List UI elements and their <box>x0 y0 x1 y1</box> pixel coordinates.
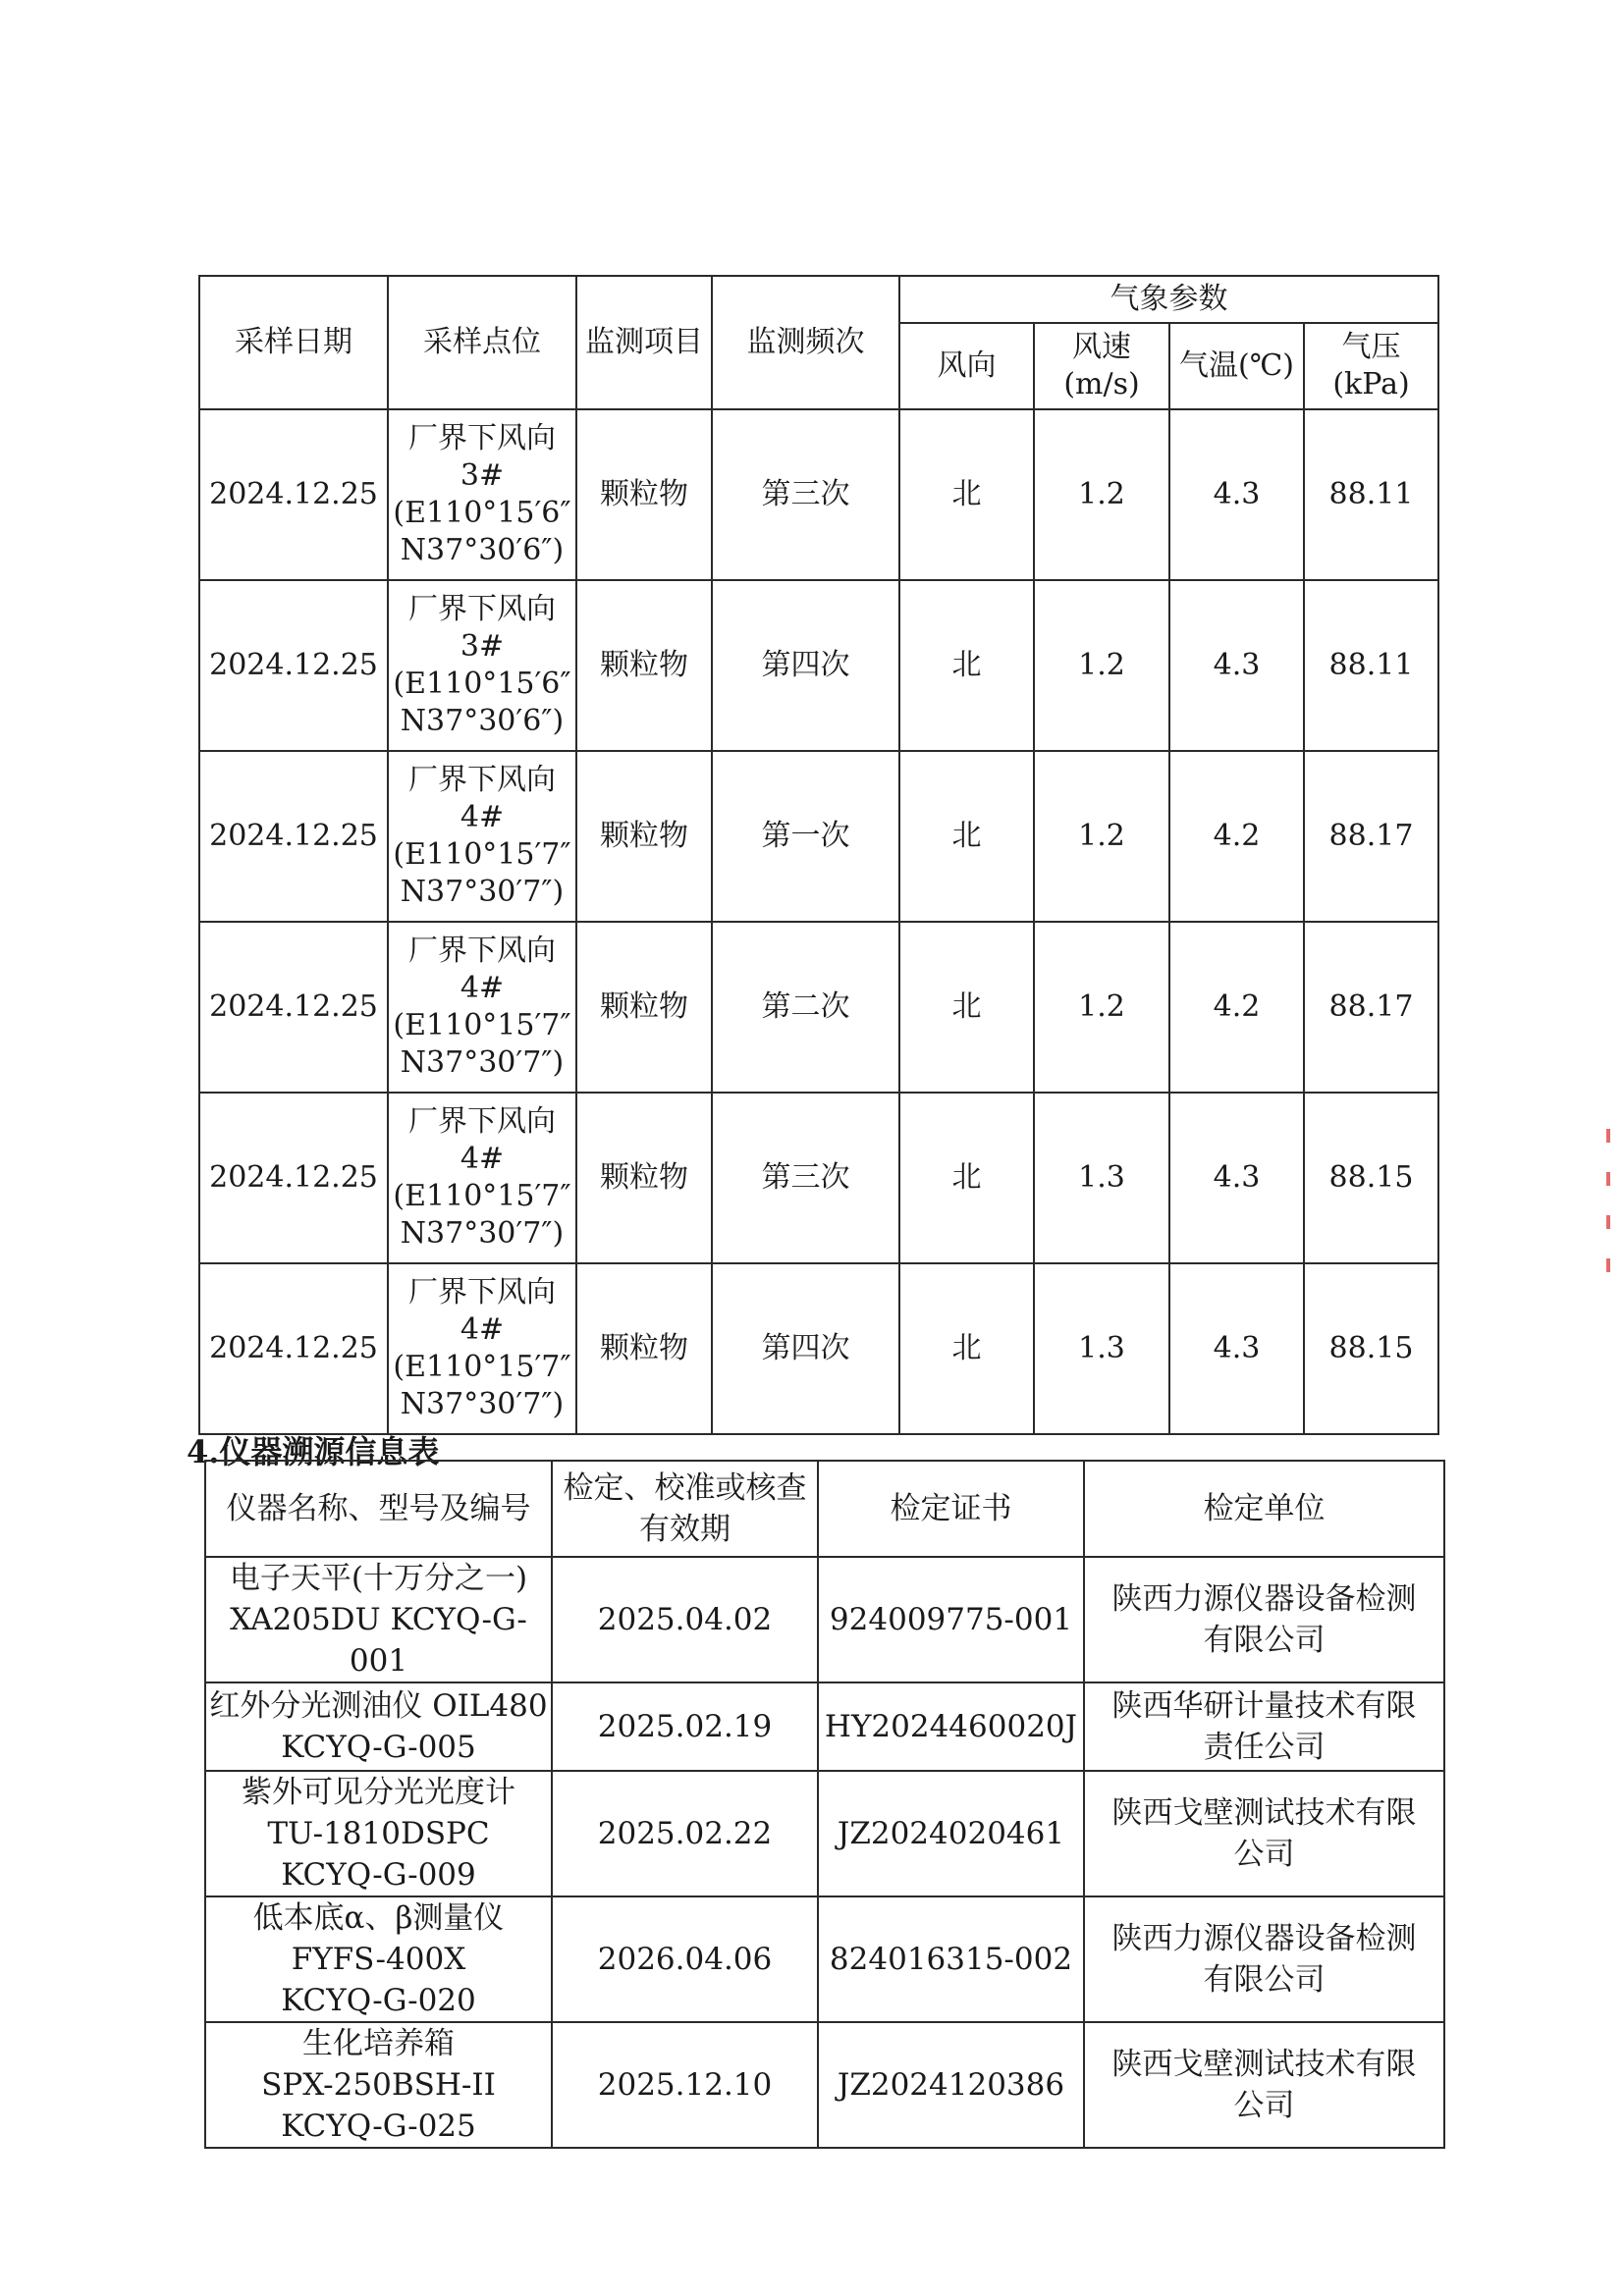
sampling-date-cell: 2024.12.25 <box>199 922 388 1093</box>
wind-direction-cell: 北 <box>899 1263 1034 1434</box>
table-row <box>199 922 1438 1093</box>
instrument-name-line: KCYQ-G-005 <box>281 1730 476 1765</box>
location-latitude: N37°30′6″) <box>400 533 565 567</box>
sampling-date-cell: 2024.12.25 <box>199 409 388 580</box>
wind-speed-cell: 1.2 <box>1034 409 1169 580</box>
header-validity <box>552 1461 818 1557</box>
certificate-cell: 824016315-002 <box>818 1896 1084 2022</box>
verification-unit-line: 有限公司 <box>1203 1962 1326 1998</box>
location-number: 4# <box>460 1312 505 1347</box>
sampling-location-cell <box>388 1093 576 1263</box>
frequency-cell: 第一次 <box>712 751 899 922</box>
monitoring-item-cell: 颗粒物 <box>576 751 712 922</box>
header-weather-parameters: 气象参数 <box>899 276 1438 323</box>
validity-cell: 2025.02.22 <box>552 1771 818 1896</box>
table-row <box>199 1263 1438 1434</box>
temperature-cell: 4.3 <box>1169 409 1304 580</box>
wind-speed-cell: 1.2 <box>1034 580 1169 751</box>
frequency-cell: 第三次 <box>712 1093 899 1263</box>
instrument-name-line: XA205DU KCYQ-G-001 <box>230 1602 527 1679</box>
meteorological-monitoring-table <box>198 275 1439 1435</box>
certificate-cell: JZ2024120386 <box>818 2022 1084 2148</box>
header-certificate: 检定证书 <box>818 1461 1084 1557</box>
location-longitude: (E110°15′6″ <box>393 496 571 530</box>
pressure-cell: 88.15 <box>1304 1263 1438 1434</box>
temperature-cell: 4.3 <box>1169 1093 1304 1263</box>
pressure-cell: 88.17 <box>1304 922 1438 1093</box>
instrument-name-line: 低本底α、β测量仪 <box>252 1900 505 1936</box>
instrument-name-line: KCYQ-G-020 <box>281 1983 476 2018</box>
sampling-date-cell: 2024.12.25 <box>199 1093 388 1263</box>
table-row <box>205 1771 1444 1896</box>
monitoring-item-cell: 颗粒物 <box>576 1263 712 1434</box>
table-row <box>205 1682 1444 1771</box>
verification-unit-line: 有限公司 <box>1203 1623 1326 1658</box>
pressure-cell: 88.11 <box>1304 580 1438 751</box>
header-sampling-date: 采样日期 <box>199 276 388 409</box>
instrument-name-cell <box>205 1771 552 1896</box>
header-temperature: 气温(℃) <box>1169 323 1304 409</box>
wind-direction-cell: 北 <box>899 1093 1034 1263</box>
location-name: 厂界下风向 <box>408 934 556 968</box>
location-latitude: N37°30′7″) <box>400 875 565 909</box>
location-longitude: (E110°15′7″ <box>393 1350 571 1384</box>
verification-unit-line: 陕西戈壁测试技术有限 <box>1111 1795 1417 1831</box>
pressure-cell: 88.17 <box>1304 751 1438 922</box>
header-sampling-location: 采样点位 <box>388 276 576 409</box>
validity-cell: 2025.04.02 <box>552 1557 818 1682</box>
certificate-cell: HY2024460020J <box>818 1682 1084 1771</box>
instrument-name-line: KCYQ-G-009 <box>281 1857 476 1893</box>
sampling-location-cell <box>388 922 576 1093</box>
wind-direction-cell: 北 <box>899 409 1034 580</box>
table-row <box>199 409 1438 580</box>
location-number: 4# <box>460 971 505 1005</box>
instrument-name-cell <box>205 1682 552 1771</box>
header-verification-unit: 检定单位 <box>1084 1461 1444 1557</box>
location-name: 厂界下风向 <box>408 1104 556 1139</box>
sampling-location-cell <box>388 409 576 580</box>
verification-unit-cell <box>1084 1896 1444 2022</box>
instrument-name-cell <box>205 2022 552 2148</box>
temperature-cell: 4.2 <box>1169 751 1304 922</box>
temperature-cell: 4.3 <box>1169 580 1304 751</box>
frequency-cell: 第四次 <box>712 1263 899 1434</box>
sampling-date-cell: 2024.12.25 <box>199 1263 388 1434</box>
wind-direction-cell: 北 <box>899 922 1034 1093</box>
pressure-cell: 88.11 <box>1304 409 1438 580</box>
header-validity-line: 检定、校准或核查 <box>563 1470 807 1506</box>
header-monitoring-frequency: 监测频次 <box>712 276 899 409</box>
monitoring-item-cell: 颗粒物 <box>576 1093 712 1263</box>
table-row <box>205 1557 1444 1682</box>
location-longitude: (E110°15′6″ <box>393 667 571 701</box>
location-number: 3# <box>460 629 505 664</box>
instrument-name-line: 紫外可见分光光度计 <box>242 1775 515 1810</box>
sampling-location-cell <box>388 751 576 922</box>
location-name: 厂界下风向 <box>408 763 556 797</box>
edge-seal-marks <box>1606 1129 1612 1306</box>
sampling-location-cell <box>388 1263 576 1434</box>
verification-unit-line: 陕西华研计量技术有限 <box>1111 1688 1417 1724</box>
table-row <box>199 580 1438 751</box>
sampling-date-cell: 2024.12.25 <box>199 580 388 751</box>
location-name: 厂界下风向 <box>408 421 556 455</box>
wind-speed-cell: 1.3 <box>1034 1093 1169 1263</box>
header-wind-direction: 风向 <box>899 323 1034 409</box>
certificate-cell: JZ2024020461 <box>818 1771 1084 1896</box>
header-validity-line: 有效期 <box>639 1512 731 1547</box>
instrument-name-line: KCYQ-G-025 <box>281 2109 476 2144</box>
wind-speed-cell: 1.2 <box>1034 751 1169 922</box>
header-pressure-line: 气压 <box>1341 330 1401 364</box>
frequency-cell: 第三次 <box>712 409 899 580</box>
wind-direction-cell: 北 <box>899 751 1034 922</box>
header-pressure-unit: (kPa) <box>1332 367 1410 401</box>
instrument-name-line: SPX-250BSH-II <box>261 2067 496 2103</box>
monitoring-item-cell: 颗粒物 <box>576 409 712 580</box>
instrument-traceability-table <box>204 1460 1445 2149</box>
wind-speed-cell: 1.3 <box>1034 1263 1169 1434</box>
table-row <box>205 1896 1444 2022</box>
verification-unit-cell <box>1084 1557 1444 1682</box>
header-row <box>199 276 1438 323</box>
instrument-name-cell <box>205 1557 552 1682</box>
location-name: 厂界下风向 <box>408 1275 556 1309</box>
sampling-date-cell: 2024.12.25 <box>199 751 388 922</box>
location-latitude: N37°30′6″) <box>400 704 565 738</box>
validity-cell: 2026.04.06 <box>552 1896 818 2022</box>
header-monitoring-item: 监测项目 <box>576 276 712 409</box>
sampling-location-cell <box>388 580 576 751</box>
location-latitude: N37°30′7″) <box>400 1216 565 1251</box>
location-latitude: N37°30′7″) <box>400 1045 565 1080</box>
verification-unit-line: 陕西戈壁测试技术有限 <box>1111 2047 1417 2082</box>
instrument-name-line: 红外分光测油仪 OIL480 <box>209 1688 548 1724</box>
location-number: 4# <box>460 800 505 834</box>
instrument-name-line: 生化培养箱 <box>302 2026 455 2061</box>
monitor-body <box>199 409 1438 1434</box>
instrument-name-cell <box>205 1896 552 2022</box>
section-heading: 4.仪器溯源信息表 <box>187 1433 440 1470</box>
certificate-cell: 924009775-001 <box>818 1557 1084 1682</box>
wind-direction-cell: 北 <box>899 580 1034 751</box>
temperature-cell: 4.2 <box>1169 922 1304 1093</box>
location-number: 3# <box>460 458 505 493</box>
frequency-cell: 第四次 <box>712 580 899 751</box>
instrument-name-line: 电子天平(十万分之一) <box>229 1561 528 1596</box>
temperature-cell: 4.3 <box>1169 1263 1304 1434</box>
validity-cell: 2025.12.10 <box>552 2022 818 2148</box>
wind-speed-cell: 1.2 <box>1034 922 1169 1093</box>
verification-unit-cell <box>1084 1682 1444 1771</box>
location-longitude: (E110°15′7″ <box>393 1179 571 1213</box>
location-number: 4# <box>460 1142 505 1176</box>
location-name: 厂界下风向 <box>408 592 556 626</box>
validity-cell: 2025.02.19 <box>552 1682 818 1771</box>
location-latitude: N37°30′7″) <box>400 1387 565 1421</box>
header-wind-speed: 风速(m/s) <box>1034 323 1169 409</box>
table-row <box>199 1093 1438 1263</box>
verification-unit-cell <box>1084 2022 1444 2148</box>
header-pressure <box>1304 323 1438 409</box>
verification-unit-line: 责任公司 <box>1203 1730 1326 1765</box>
table-row <box>199 751 1438 922</box>
verification-unit-line: 公司 <box>1233 2088 1295 2123</box>
verification-unit-line: 陕西力源仪器设备检测 <box>1111 1581 1417 1617</box>
table-row <box>205 2022 1444 2148</box>
location-longitude: (E110°15′7″ <box>393 837 571 872</box>
pressure-cell: 88.15 <box>1304 1093 1438 1263</box>
instrument-name-line: TU-1810DSPC <box>267 1816 490 1851</box>
verification-unit-line: 公司 <box>1233 1837 1295 1872</box>
instrument-header-row <box>205 1461 1444 1557</box>
instrument-name-line: FYFS-400X <box>291 1942 466 1977</box>
monitoring-item-cell: 颗粒物 <box>576 922 712 1093</box>
location-longitude: (E110°15′7″ <box>393 1008 571 1042</box>
monitoring-item-cell: 颗粒物 <box>576 580 712 751</box>
frequency-cell: 第二次 <box>712 922 899 1093</box>
instrument-body <box>205 1557 1444 2148</box>
header-instrument-name: 仪器名称、型号及编号 <box>205 1461 552 1557</box>
verification-unit-line: 陕西力源仪器设备检测 <box>1111 1921 1417 1956</box>
verification-unit-cell <box>1084 1771 1444 1896</box>
